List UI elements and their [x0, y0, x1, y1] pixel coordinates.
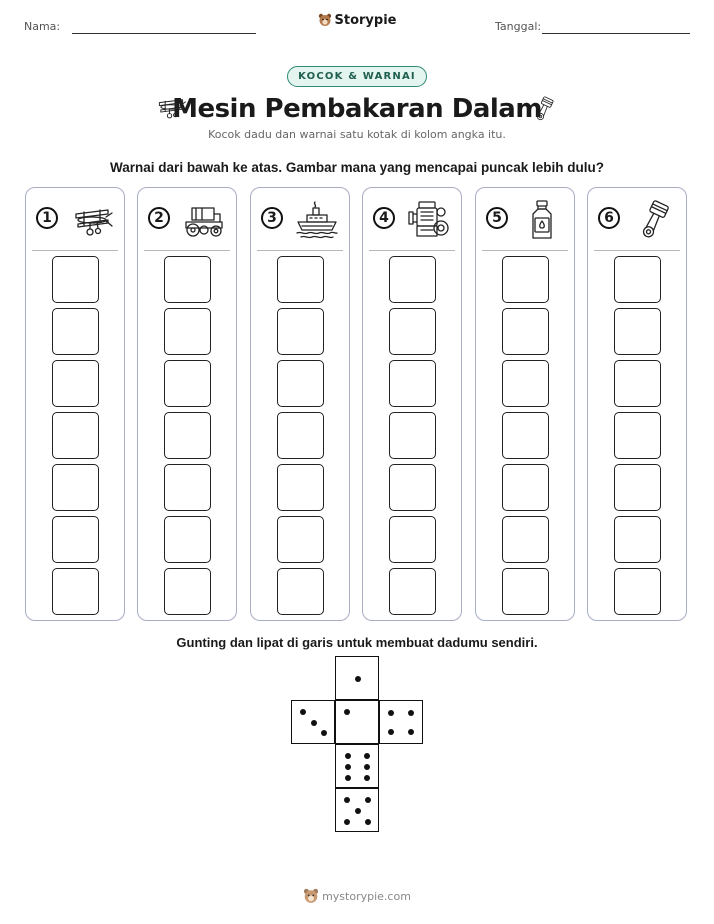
color-box[interactable] — [52, 308, 99, 355]
color-box[interactable] — [164, 516, 211, 563]
column-number: 4 — [373, 207, 395, 229]
color-box[interactable] — [389, 516, 436, 563]
vintage-car-icon — [182, 200, 226, 240]
color-box[interactable] — [389, 568, 436, 615]
activity-badge: KOCOK & WARNAI — [287, 66, 427, 87]
color-box[interactable] — [277, 256, 324, 303]
color-box[interactable] — [502, 256, 549, 303]
name-label: Nama: — [24, 20, 61, 33]
color-box[interactable] — [164, 568, 211, 615]
piston-icon — [632, 200, 676, 240]
dice-face-top — [335, 656, 379, 700]
column-number: 2 — [148, 207, 170, 229]
column-2 — [137, 187, 237, 621]
color-box[interactable] — [502, 568, 549, 615]
column-number: 5 — [486, 207, 508, 229]
color-box[interactable] — [277, 568, 324, 615]
bear-logo-icon — [303, 888, 319, 904]
color-box[interactable] — [502, 308, 549, 355]
color-box[interactable] — [164, 308, 211, 355]
column-number: 1 — [36, 207, 58, 229]
dice-face-center — [335, 700, 379, 744]
airplane-icon — [155, 92, 187, 122]
name-line[interactable] — [72, 33, 256, 34]
footer-url[interactable]: mystorypie.com — [322, 890, 411, 903]
dice-face-right — [379, 700, 423, 744]
color-box[interactable] — [614, 516, 661, 563]
color-box[interactable] — [277, 464, 324, 511]
date-label: Tanggal: — [495, 20, 542, 33]
color-box[interactable] — [614, 308, 661, 355]
column-4 — [362, 187, 462, 621]
color-instruction: Warnai dari bawah ke atas. Gambar mana yang mencapai puncak lebih dulu? — [110, 160, 604, 175]
color-box[interactable] — [164, 464, 211, 511]
color-box[interactable] — [52, 360, 99, 407]
engine-icon — [407, 200, 451, 240]
color-box[interactable] — [614, 464, 661, 511]
footer — [0, 888, 714, 904]
bear-logo-icon — [318, 13, 332, 27]
dice-face-back — [335, 788, 379, 832]
color-box[interactable] — [502, 412, 549, 459]
airplane-icon — [70, 200, 114, 240]
color-box[interactable] — [502, 464, 549, 511]
piston-icon — [530, 92, 558, 126]
column-number: 3 — [261, 207, 283, 229]
color-box[interactable] — [52, 464, 99, 511]
color-box[interactable] — [277, 412, 324, 459]
column-3 — [250, 187, 350, 621]
color-box[interactable] — [614, 256, 661, 303]
date-line[interactable] — [542, 33, 690, 34]
color-box[interactable] — [277, 360, 324, 407]
brand-name: Storypie — [334, 13, 397, 28]
color-box[interactable] — [277, 516, 324, 563]
color-box[interactable] — [614, 360, 661, 407]
color-box[interactable] — [164, 360, 211, 407]
cut-instruction: Gunting dan lipat di garis untuk membuat dadumu sendiri. — [176, 635, 538, 650]
color-box[interactable] — [164, 256, 211, 303]
color-box[interactable] — [389, 360, 436, 407]
color-box[interactable] — [52, 516, 99, 563]
color-box[interactable] — [502, 360, 549, 407]
color-box[interactable] — [389, 256, 436, 303]
color-box[interactable] — [389, 464, 436, 511]
color-box[interactable] — [614, 568, 661, 615]
column-number: 6 — [598, 207, 620, 229]
column-6 — [587, 187, 687, 621]
color-box[interactable] — [389, 412, 436, 459]
color-box[interactable] — [52, 568, 99, 615]
color-box[interactable] — [502, 516, 549, 563]
color-box[interactable] — [52, 256, 99, 303]
steamboat-icon — [295, 200, 339, 240]
brand-logo — [0, 13, 714, 28]
color-box[interactable] — [164, 412, 211, 459]
dice-face-bottom — [335, 744, 379, 788]
color-box[interactable] — [277, 308, 324, 355]
page-title: Mesin Pembakaran Dalam — [172, 94, 542, 124]
color-box[interactable] — [389, 308, 436, 355]
column-5 — [475, 187, 575, 621]
column-1 — [25, 187, 125, 621]
oil-bottle-icon — [520, 200, 564, 240]
color-box[interactable] — [52, 412, 99, 459]
dice-face-left — [291, 700, 335, 744]
color-box[interactable] — [614, 412, 661, 459]
subtitle: Kocok dadu dan warnai satu kotak di kolom angka itu. — [208, 128, 506, 141]
